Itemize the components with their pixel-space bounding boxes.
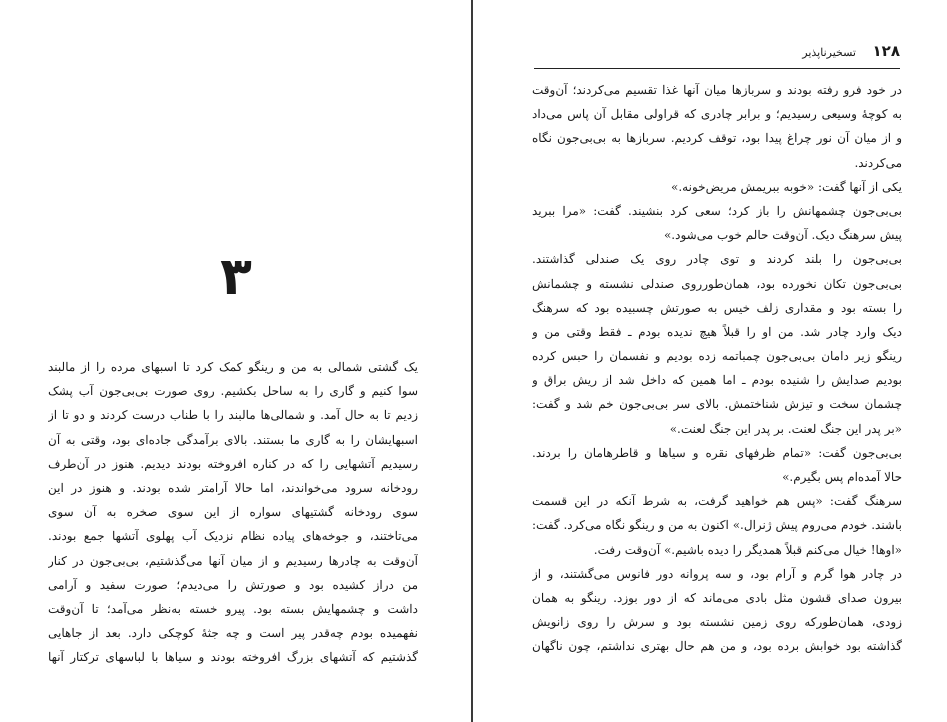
- text-line: سوا کنیم و گاری را به ساحل بکشیم. روی صورت بی‌بی‌جون آب پشک: [48, 384, 418, 399]
- left-page-text: [48, 355, 418, 669]
- text-line: داشت و چشمهایش بسته بود. پیرو خسته به‌نظر می‌آمد؛ تا آن‌وقت: [48, 601, 418, 616]
- text-line: حالا آمده‌ام پس بگیرم.»: [782, 470, 902, 484]
- text-line: نفهمیده بودم چه‌قدر پیر است و چه جثهٔ کوچکی دارد. بعد از جاهایی: [48, 626, 418, 641]
- text-line: اسبهایشان را به گاری ما بستند. بالای برآمدگی جاده‌ای بود، وقتی به آن: [48, 432, 418, 447]
- text-line: آن‌وقت به چادرها رسیدیم و از میان آنها می‌گذشتیم، بی‌بی‌جون در کنار: [48, 553, 418, 568]
- text-line: بی‌بی‌جون تکان نخورده بود، همان‌طورروی صندلی نشسته و چشمانش: [532, 276, 902, 291]
- text-line: می‌کردند.: [854, 155, 902, 170]
- text-line: رودخانه سرود می‌خواندند، اما حالا آرامتر شده بودند. و هنوز در این: [48, 480, 418, 495]
- text-line: یکی از آنها گفت: «خوبه ببریمش مریض‌خونه.»: [671, 179, 902, 194]
- text-line: بیرون صدای قشون مثل بادی می‌ماند که از دور بوزد. رینگو به همان: [532, 590, 902, 605]
- text-line: به کوچهٔ وسیعی رسیدیم؛ و برابر چادری که قراولی مقابل آن پاس می‌داد: [532, 107, 902, 122]
- text-line: «اوها! خیال می‌کنم قبلاً همدیگر را دیده باشیم.» آن‌وقت رفت.: [593, 542, 902, 557]
- text-line: رسیدیم آتشهایی را که در کناره افروخته بودند دیدیم. هنوز در آن‌طرف: [48, 456, 418, 471]
- text-line: سرهنگ گفت: «پس هم خواهید گرفت، به شرط آنکه در این قسمت: [532, 494, 902, 509]
- text-line: در چادر هوا گرم و آرام بود، و سه پروانه دور فانوس می‌گشتند، و از: [532, 566, 902, 581]
- text-line: زودی، همان‌طورکه روی زمین نشسته بود و سرش را روی زانویش: [532, 615, 902, 630]
- left-page: [0, 0, 470, 722]
- text-line: و از میان آن نور چراغ پیدا بود، توقف کردیم. سربازها به بی‌بی‌جون نگاه: [532, 131, 902, 146]
- text-line: گذشتیم که آتشهای بزرگ افروخته بودند و سیاها با لباسهای ترکتار آنها: [48, 650, 418, 665]
- text-line: باشند. خودم می‌روم پیش ژنرال.» اکنون به من و رینگو نگاه می‌کرد. گفت:: [532, 518, 902, 533]
- text-line: یک گشتی شمالی به من و رینگو کمک کرد تا اسبهای مرده را از مالبند: [48, 360, 418, 374]
- text-line: من دراز کشیده بود و صورتش را می‌دیدم؛ صورت سفید و آرامی: [48, 577, 418, 592]
- page-number: ۱۲۸: [872, 42, 900, 60]
- text-line: بودیم صدایش را شنیده بودم ـ اما همین که داخل شد از ریش براق و: [532, 373, 902, 388]
- text-line: زدیم تا به حال آمد. و شمالی‌ها مالبند را با طناب درست کردند و دو تا از: [48, 408, 418, 423]
- text-line: رینگو زیر دامان بی‌بی‌جون چمباتمه زده بودیم و نفسمان را حبس کرده: [532, 349, 902, 364]
- text-line: پیش سرهنگ دیک. آن‌وقت حالم خوب می‌شود.»: [663, 228, 902, 243]
- text-line: «بر پدر این جنگ لعنت. بر پدر این جنگ لعنت.»: [669, 421, 902, 436]
- running-title: تسخیرناپذیر: [802, 46, 856, 59]
- text-line: گذاشته بود خوابش برده بود، و من هم حال بهتری نداشتم، چون ناگهان: [532, 639, 902, 654]
- text-line: بی‌بی‌جون گفت: «تمام ظرفهای نقره و سیاها و قاطرهامان را بردند.: [532, 445, 902, 460]
- right-page-text: [532, 78, 902, 659]
- text-line: می‌تاختند، و جوخه‌های پیاده نظام نزدیک آب پهلوی آتشها جمع بودند.: [48, 529, 418, 544]
- page-header: [534, 40, 900, 69]
- page-gutter: [471, 0, 473, 722]
- text-line: دیک وارد چادر شد. من او را قبلاً هیچ ندیده بودم ـ فقط وقتی من و: [532, 324, 902, 339]
- text-line: بی‌بی‌جون را بلند کردند و توی چادر روی یک صندلی گذاشتند.: [532, 252, 902, 267]
- right-page: [474, 0, 947, 722]
- text-line: بی‌بی‌جون چشمهانش را باز کرد؛ سعی کرد بنشیند. گفت: «مرا ببرید: [532, 203, 902, 218]
- text-line: چشمان سخت و تیزش شناختمش. بالای سر بی‌بی‌جون خم شد و گفت:: [532, 397, 902, 412]
- text-line: سوی رودخانه گشتیهای سواره از این سوی صخره به آن سوی: [48, 505, 418, 520]
- text-line: را بسته بود و مقداری زلف خیس به صورتش چسبیده بود که سرهنگ: [532, 300, 902, 315]
- chapter-number: ۳: [220, 247, 252, 307]
- text-line: در خود فرو رفته بودند و سربازها میان آنها غذا تقسیم می‌کردند؛ آن‌وقت: [532, 83, 902, 97]
